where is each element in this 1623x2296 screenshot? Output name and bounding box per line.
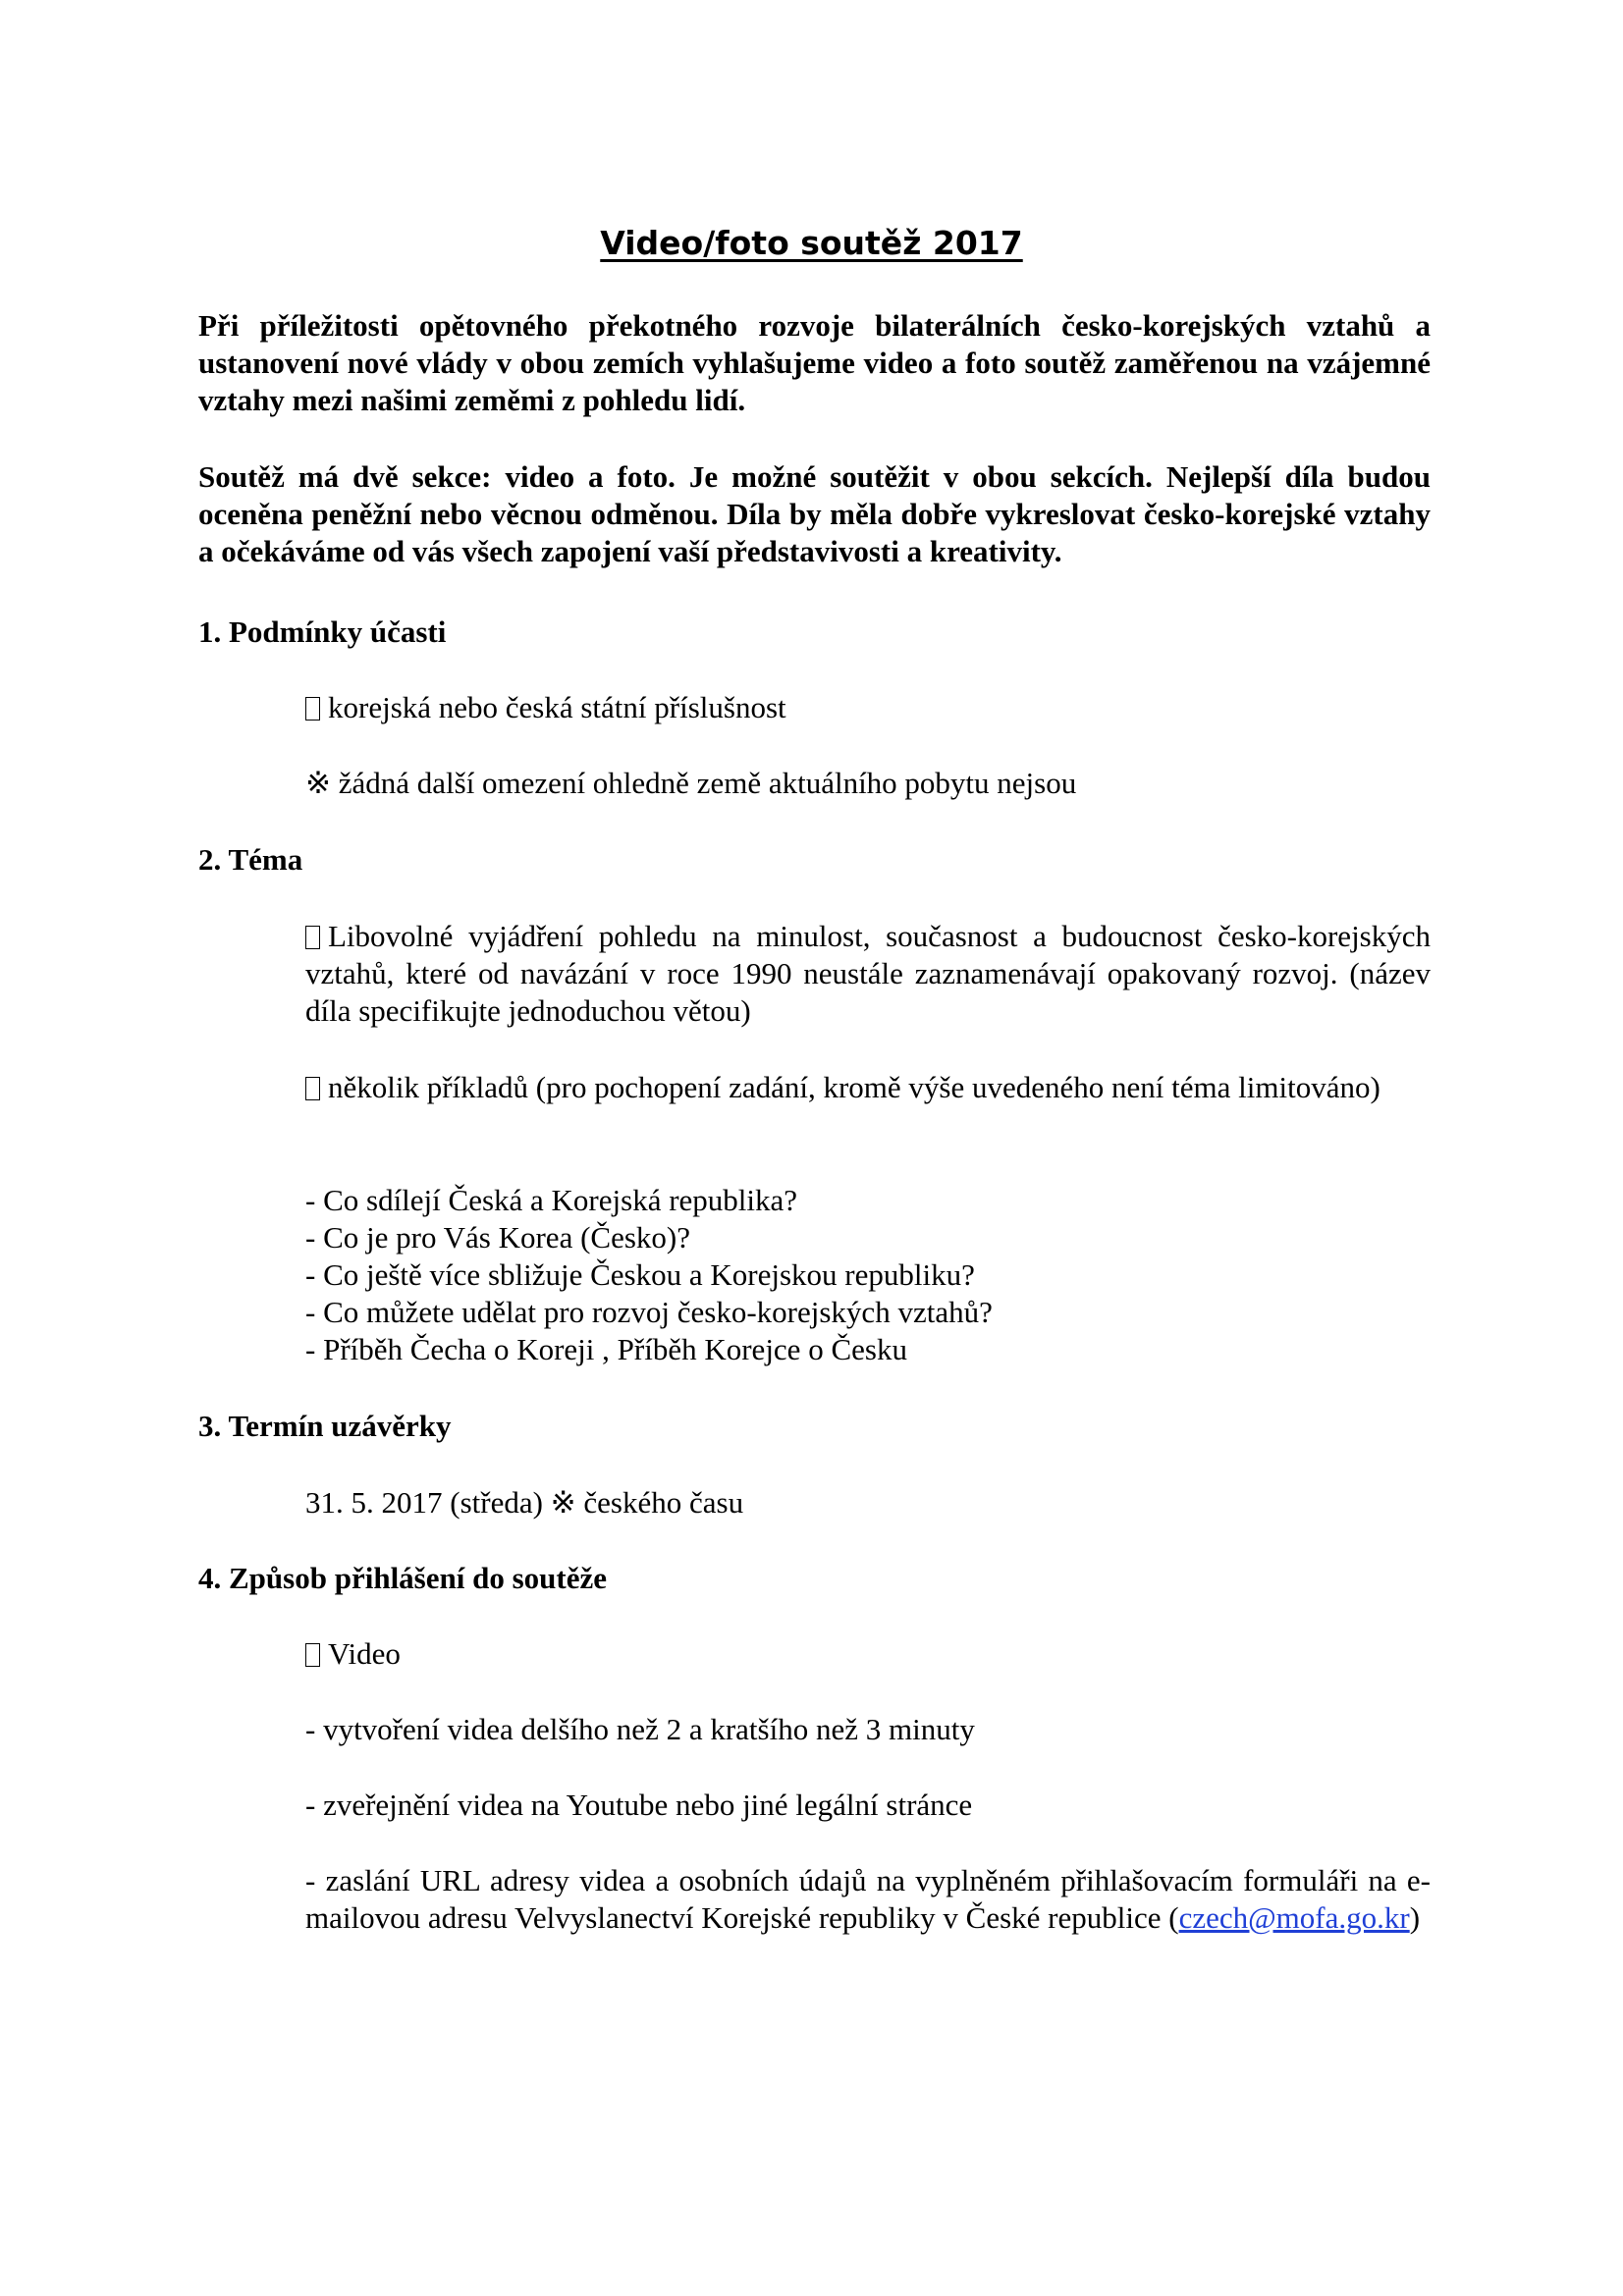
example-item: - Co můžete udělat pro rozvoj česko-korejských vztahů?	[305, 1295, 993, 1329]
section-4-item-3: - zveřejnění videa na Youtube nebo jiné legální stránce	[305, 1788, 973, 1822]
email-link[interactable]: czech@mofa.go.kr	[1178, 1900, 1410, 1935]
section-2-item-2	[305, 1069, 1431, 1106]
example-item: - Co je pro Vás Korea (Česko)?	[305, 1220, 690, 1255]
section-4-item-4-text: - zaslání URL adresy videa a osobních údajů na vyplněném přihlašovacím formuláři na e-mailovou adresu Velvyslanectví Korejské republiky v České republice (	[305, 1863, 1431, 1935]
section-4-item-4-end: )	[1409, 1900, 1421, 1935]
section-2-item-2-text: několik příkladů (pro pochopení zadání, kromě výše uvedeného není téma limitováno)	[328, 1070, 1380, 1104]
section-1-item-1	[305, 689, 1431, 726]
document-title: Video/foto soutěž 2017	[600, 224, 1023, 262]
section-4-item-4	[305, 1862, 1431, 1937]
checkbox-icon	[305, 1643, 320, 1667]
section-2-examples	[305, 1182, 1431, 1368]
section-4-item-2: - vytvoření videa delšího než 2 a kratšího než 3 minuty	[305, 1712, 975, 1746]
example-item: - Příběh Čecha o Koreji , Příběh Korejce o Česku	[305, 1332, 907, 1366]
checkbox-icon	[305, 926, 320, 949]
section-1-heading: 1. Podmínky účasti	[198, 614, 447, 649]
section-2-item-1	[305, 918, 1431, 1030]
checkbox-icon	[305, 1077, 320, 1100]
intro-paragraph-1: Při příležitosti opětovného překotného rozvoje bilaterálních česko-korejských vztahů a ustanovení nové vlády v obou zemích vyhlašujeme video a foto soutěž zaměřenou na vzájemné vztahy mezi našimi zeměmi z pohledu lidí.	[198, 308, 1431, 417]
section-3-deadline: 31. 5. 2017 (středa) ※ českého času	[305, 1485, 744, 1520]
section-4-item-1-text: Video	[328, 1636, 401, 1671]
example-item: - Co ještě více sbližuje Českou a Korejskou republiku?	[305, 1257, 975, 1292]
intro-paragraph-2: Soutěž má dvě sekce: video a foto. Je možné soutěžit v obou sekcích. Nejlepší díla budou oceněna peněžní nebo věcnou odměnou. Díla by měla dobře vykreslovat česko-korejské vztahy a očekáváme od vás všech zapojení vaší představivosti a kreativity.	[198, 459, 1431, 568]
section-1-item-1-text: korejská nebo česká státní příslušnost	[328, 690, 786, 724]
checkbox-icon	[305, 697, 320, 721]
example-item: - Co sdílejí Česká a Korejská republika?	[305, 1183, 798, 1217]
section-2-heading: 2. Téma	[198, 842, 303, 877]
section-3-heading: 3. Termín uzávěrky	[198, 1409, 452, 1443]
section-1-note: ※ žádná další omezení ohledně země aktuálního pobytu nejsou	[305, 766, 1077, 800]
section-2-item-1-text: Libovolné vyjádření pohledu na minulost, současnost a budoucnost česko-korejských vztahů, které od navázání v roce 1990 neustále zaznamenávají opakovaný rozvoj. (název díla specifikujte jednoduchou větou)	[305, 919, 1431, 1028]
section-4-heading: 4. Způsob přihlášení do soutěže	[198, 1561, 608, 1595]
section-4-item-1	[305, 1635, 1431, 1673]
